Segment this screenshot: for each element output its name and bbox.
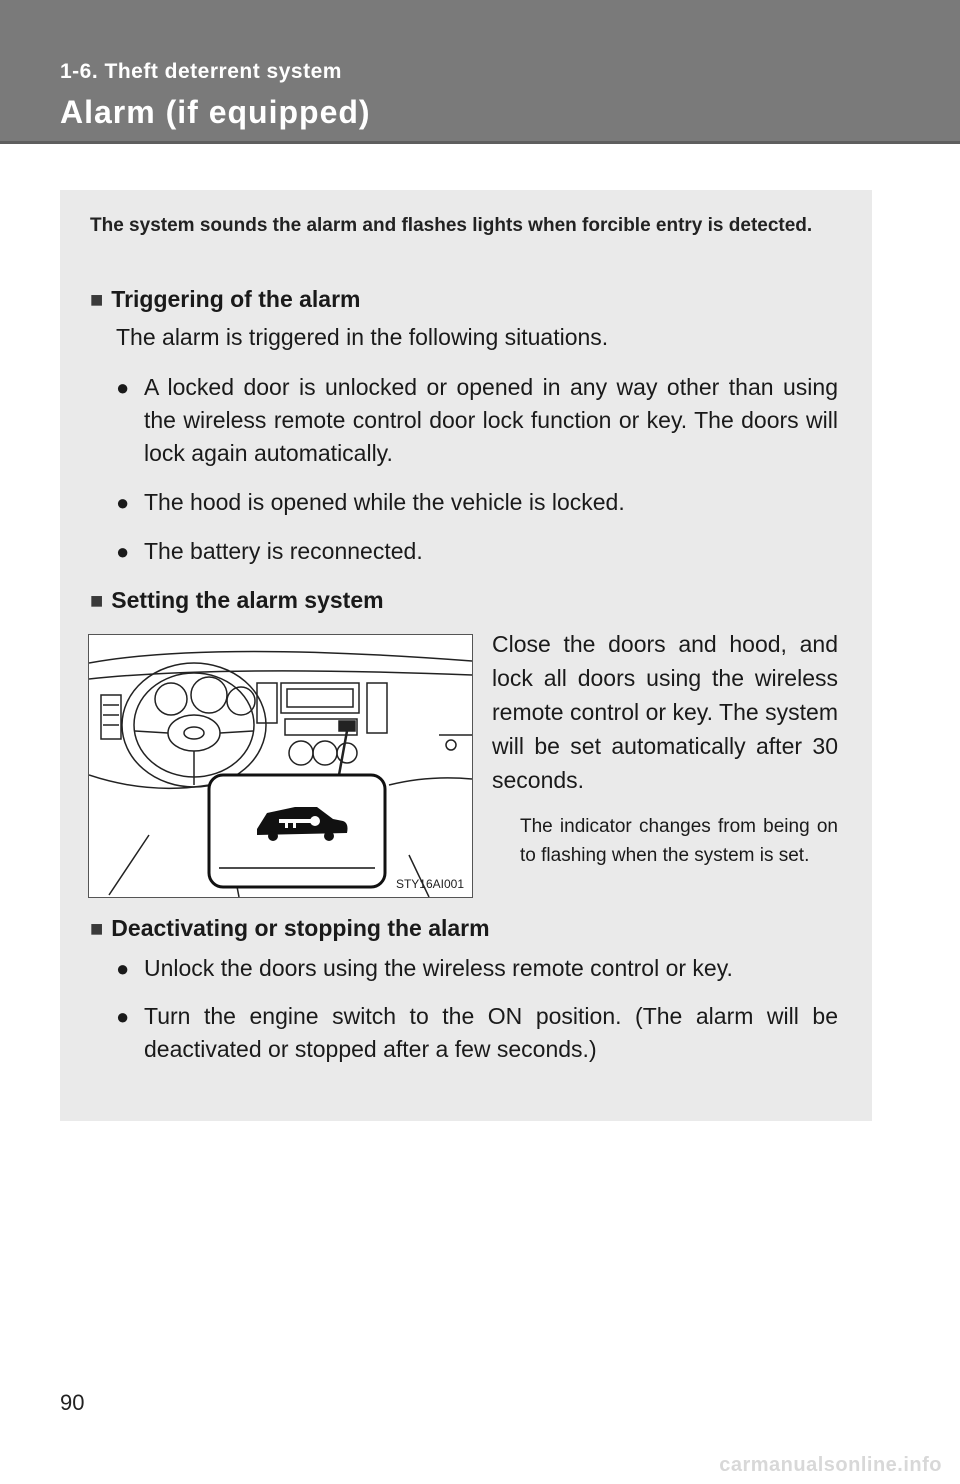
heading-setting: ■ Setting the alarm system	[90, 587, 384, 613]
bullet-icon: ●	[116, 1004, 130, 1029]
watermark: carmanualsonline.info	[719, 1454, 942, 1476]
bullet-icon: ●	[116, 956, 130, 981]
square-bullet-icon: ■	[90, 588, 104, 613]
content-panel	[60, 190, 872, 1121]
square-bullet-icon: ■	[90, 287, 104, 312]
setting-text: Close the doors and hood, and lock all doors using the wireless remote control or key. The system will be set automatically after 30 seconds.	[492, 631, 838, 793]
bullet-icon: ●	[116, 490, 130, 515]
list-item: ● Unlock the doors using the wireless remote control or key.	[116, 952, 838, 985]
dashboard-illustration	[88, 634, 473, 898]
list-item: ● A locked door is unlocked or opened in any way other than using the wireless remote control door lock function or key. The doors will lock again automatically.	[116, 371, 838, 470]
page-header	[0, 0, 960, 144]
triggering-lead: The alarm is triggered in the following situations.	[116, 324, 609, 350]
bullet-icon: ●	[116, 375, 130, 400]
square-bullet-icon: ■	[90, 916, 104, 941]
setting-note: The indicator changes from being on to flashing when the system is set.	[520, 816, 838, 866]
page-title: Alarm (if equipped)	[60, 94, 371, 130]
heading-triggering: ■ Triggering of the alarm	[90, 286, 361, 312]
list-item: ● The battery is reconnected.	[116, 535, 838, 568]
page-number: 90	[60, 1390, 85, 1415]
bullet-icon: ●	[116, 539, 130, 564]
intro-text: The system sounds the alarm and flashes lights when forcible entry is detected.	[90, 215, 813, 236]
figure-code: STY16AI001	[395, 877, 464, 891]
list-item: ● The hood is opened while the vehicle is locked.	[116, 486, 838, 519]
heading-deactivating: ■ Deactivating or stopping the alarm	[90, 915, 490, 941]
list-item: ● Turn the engine switch to the ON position. (The alarm will be deactivated or stopped after a few seconds.)	[116, 1000, 838, 1066]
dashboard-drawing	[89, 635, 472, 897]
section-label: 1-6. Theft deterrent system	[60, 60, 342, 83]
